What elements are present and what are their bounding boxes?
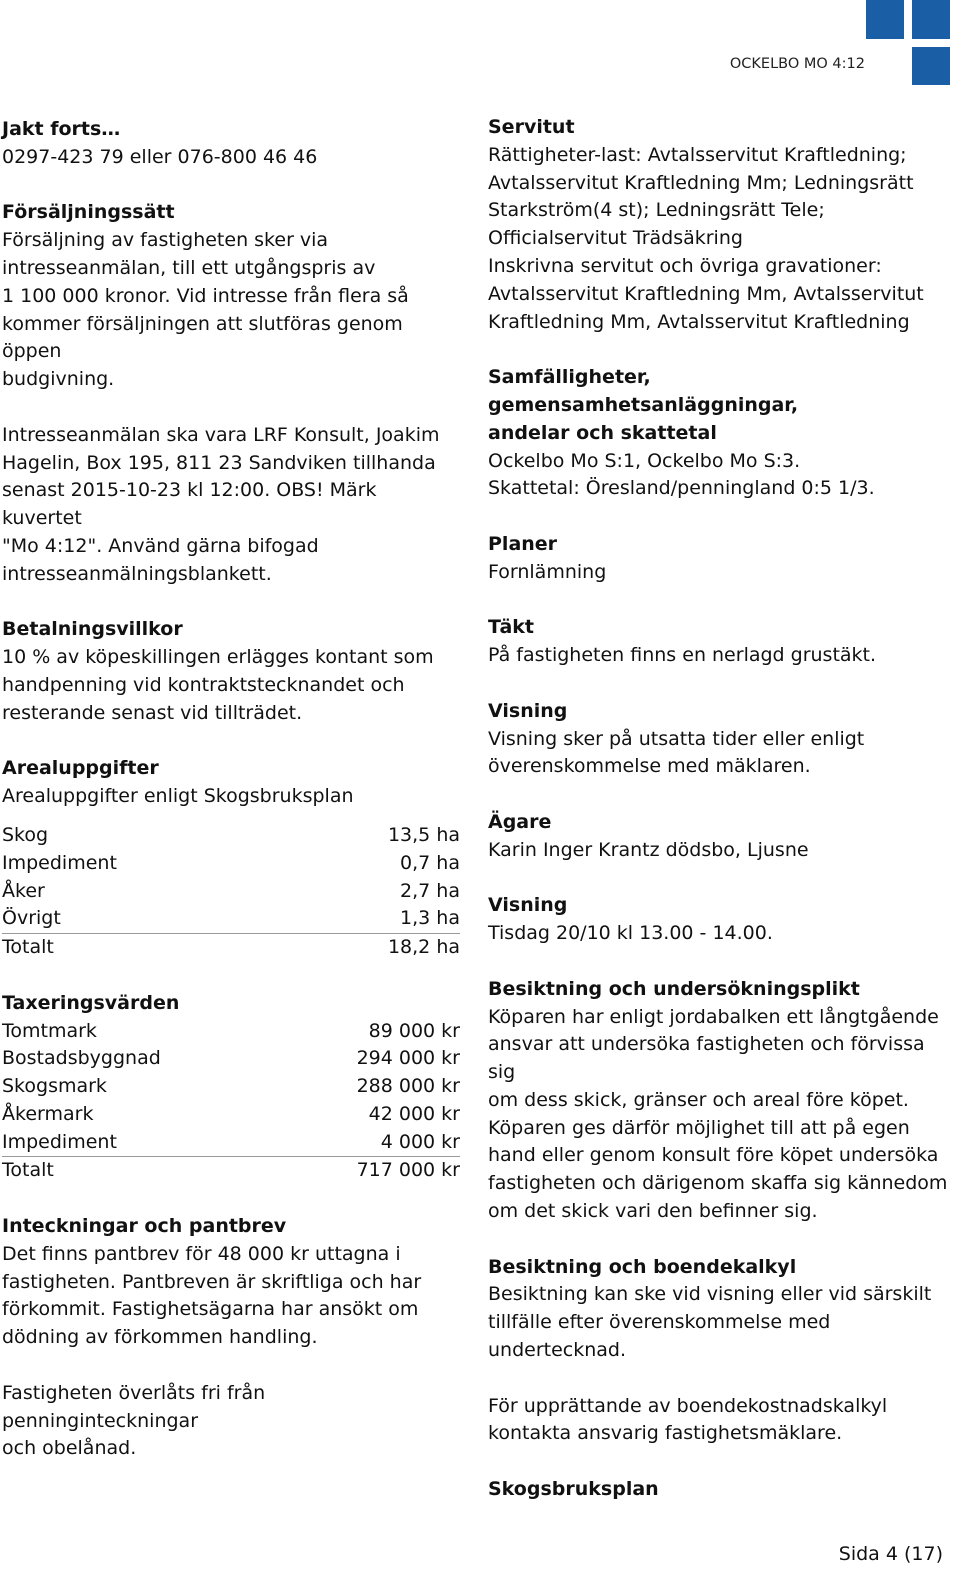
planer-text: Fornlämning bbox=[488, 560, 607, 583]
samfalligheter-heading: andelar och skattetal bbox=[488, 421, 717, 444]
overlats-line: Fastigheten överlåts fri från penninginteckningar bbox=[2, 1381, 266, 1432]
agare-text: Karin Inger Krantz dödsbo, Ljusne bbox=[488, 838, 809, 861]
taxering-value: 89 000 kr bbox=[368, 1019, 460, 1042]
servitut-line: Officialservitut Trädsäkring bbox=[488, 227, 743, 250]
forsaljningssatt-line: budgivning. bbox=[2, 368, 115, 391]
taxering-value: 288 000 kr bbox=[356, 1075, 460, 1098]
areal-label: Åker bbox=[2, 879, 45, 902]
taxering-row bbox=[2, 1018, 460, 1046]
taxering-row bbox=[2, 1045, 460, 1073]
agare-heading: Ägare bbox=[488, 810, 552, 833]
taxering-label: Bostadsbyggnad bbox=[2, 1047, 161, 1070]
forsaljningssatt-line: 1 100 000 kronor. Vid intresse från flera så bbox=[2, 284, 409, 307]
intresseanmalan-line: Intresseanmälan ska vara LRF Konsult, Joakim bbox=[2, 423, 440, 446]
taxering-label: Skogsmark bbox=[2, 1075, 107, 1098]
servitut-line: Kraftledning Mm, Avtalsservitut Kraftledning bbox=[488, 310, 910, 333]
areal-value: 13,5 ha bbox=[387, 823, 460, 846]
areal-row bbox=[2, 822, 460, 850]
areal-label: Skog bbox=[2, 823, 49, 846]
forsaljningssatt-line: Försäljning av fastigheten sker via bbox=[2, 229, 329, 252]
arealuppgifter-subtitle: Arealuppgifter enligt Skogsbruksplan bbox=[2, 785, 354, 808]
betalningsvillkor-line: handpenning vid kontraktstecknandet och bbox=[2, 673, 405, 696]
servitut-line: Avtalsservitut Kraftledning Mm, Avtalsservitut bbox=[488, 282, 924, 305]
visning-date-text: Tisdag 20/10 kl 13.00 - 14.00. bbox=[488, 922, 773, 945]
servitut-line: Avtalsservitut Kraftledning Mm; Ledningsrätt bbox=[488, 171, 914, 194]
betalningsvillkor-line: resterande senast vid tillträdet. bbox=[2, 701, 303, 724]
taxering-table bbox=[2, 1018, 460, 1186]
besiktning-plikt-line: ansvar att undersöka fastigheten och förvissa sig bbox=[488, 1033, 925, 1084]
skogsbruksplan-heading: Skogsbruksplan bbox=[488, 1478, 659, 1501]
besiktning-kalkyl-line: tillfälle efter överenskommelse med bbox=[488, 1311, 831, 1334]
taxering-row bbox=[2, 1129, 460, 1157]
takt-heading: Täkt bbox=[488, 616, 534, 639]
areal-value: 0,7 ha bbox=[400, 851, 460, 874]
inteckningar-line: förkommit. Fastighetsägarna har ansökt om bbox=[2, 1298, 419, 1321]
inteckningar-line: fastigheten. Pantbreven är skriftliga och har bbox=[2, 1270, 422, 1293]
betalningsvillkor-heading: Betalningsvillkor bbox=[2, 618, 183, 641]
planer-heading: Planer bbox=[488, 532, 558, 555]
visning-line: Visning sker på utsatta tider eller enligt bbox=[488, 727, 865, 750]
forsaljningssatt-line: intresseanmälan, till ett utgångspris av bbox=[2, 256, 376, 279]
jakt-phone: 0297-423 79 eller 076-800 46 46 bbox=[2, 145, 318, 168]
besiktning-plikt-line: om dess skick, gränser och areal före köpet. bbox=[488, 1088, 909, 1111]
areal-total-label: Totalt bbox=[2, 936, 54, 959]
overlats-line: och obelånad. bbox=[2, 1437, 137, 1460]
areal-total-value: 18,2 ha bbox=[387, 936, 460, 959]
taxering-total-value: 717 000 kr bbox=[356, 1159, 460, 1182]
besiktning-plikt-line: Köparen ges därför möjlighet till att på egen bbox=[488, 1116, 910, 1139]
visning-date-heading: Visning bbox=[488, 894, 568, 917]
inteckningar-line: Det finns pantbrev för 48 000 kr uttagna i bbox=[2, 1242, 401, 1265]
taxering-total-label: Totalt bbox=[2, 1159, 54, 1182]
areal-label: Impediment bbox=[2, 851, 117, 874]
taxering-total-row bbox=[2, 1156, 460, 1185]
besiktning-plikt-line: om det skick vari den befinner sig. bbox=[488, 1200, 818, 1223]
taxering-value: 42 000 kr bbox=[368, 1102, 460, 1125]
taxering-label: Åkermark bbox=[2, 1102, 94, 1125]
areal-value: 2,7 ha bbox=[400, 879, 460, 902]
taxering-row bbox=[2, 1101, 460, 1129]
servitut-line: Rättigheter-last: Avtalsservitut Kraftledning; bbox=[488, 143, 907, 166]
taxeringsvarden-heading: Taxeringsvärden bbox=[2, 991, 180, 1014]
logo-square-1 bbox=[866, 0, 904, 39]
besiktning-kalkyl-line: Besiktning kan ske vid visning eller vid särskilt bbox=[488, 1283, 932, 1306]
intresseanmalan-line: Hagelin, Box 195, 811 23 Sandviken tillhanda bbox=[2, 451, 436, 474]
takt-text: På fastigheten finns en nerlagd grustäkt. bbox=[488, 644, 877, 667]
areal-row bbox=[2, 878, 460, 906]
document-header-title: OCKELBO MO 4:12 bbox=[729, 56, 865, 72]
betalningsvillkor-line: 10 % av köpeskillingen erlägges kontant som bbox=[2, 646, 434, 669]
intresseanmalan-line: senast 2015-10-23 kl 12:00. OBS! Märk kuvertet bbox=[2, 479, 377, 530]
servitut-line: Starkström(4 st); Ledningsrätt Tele; bbox=[488, 199, 825, 222]
visning-heading: Visning bbox=[488, 699, 568, 722]
areal-total-row bbox=[2, 933, 460, 962]
intresseanmalan-line: intresseanmälningsblankett. bbox=[2, 562, 272, 585]
areal-value: 1,3 ha bbox=[400, 907, 460, 930]
samfalligheter-heading: Samfälligheter, gemensamhetsanläggningar, bbox=[488, 366, 799, 416]
areal-table bbox=[2, 822, 460, 962]
besiktning-plikt-heading: Besiktning och undersökningsplikt bbox=[488, 977, 860, 1000]
taxering-row bbox=[2, 1073, 460, 1101]
intresseanmalan-line: "Mo 4:12". Använd gärna bifogad bbox=[2, 534, 319, 557]
areal-row bbox=[2, 905, 460, 933]
right-column bbox=[488, 114, 953, 1504]
taxering-label: Impediment bbox=[2, 1130, 117, 1153]
servitut-heading: Servitut bbox=[488, 116, 575, 138]
besiktning-kalkyl-line: undertecknad. bbox=[488, 1339, 627, 1362]
arealuppgifter-heading: Arealuppgifter bbox=[2, 757, 159, 780]
boendekalkyl-line: För upprättande av boendekostnadskalkyl bbox=[488, 1394, 888, 1417]
left-column bbox=[2, 116, 460, 1463]
logo-square-3 bbox=[912, 47, 950, 85]
servitut-line: Inskrivna servitut och övriga gravationer: bbox=[488, 254, 882, 277]
page-number: Sida 4 (17) bbox=[838, 1543, 943, 1565]
logo-square-2 bbox=[912, 0, 950, 39]
samfalligheter-line: Ockelbo Mo S:1, Ockelbo Mo S:3. bbox=[488, 449, 801, 472]
forsaljningssatt-heading: Försäljningssätt bbox=[2, 201, 175, 224]
taxering-value: 294 000 kr bbox=[356, 1047, 460, 1070]
forsaljningssatt-line: kommer försäljningen att slutföras genom öppen bbox=[2, 312, 403, 363]
taxering-label: Tomtmark bbox=[2, 1019, 97, 1042]
besiktning-plikt-line: Köparen har enligt jordabalken ett långtgående bbox=[488, 1005, 939, 1028]
areal-row bbox=[2, 850, 460, 878]
besiktning-plikt-line: hand eller genom konsult före köpet undersöka bbox=[488, 1144, 939, 1167]
besiktning-plikt-line: fastigheten och därigenom skaffa sig kännedom bbox=[488, 1172, 948, 1195]
samfalligheter-line: Skattetal: Öresland/penningland 0:5 1/3. bbox=[488, 477, 875, 500]
visning-line: överenskommelse med mäklaren. bbox=[488, 755, 811, 778]
boendekalkyl-line: kontakta ansvarig fastighetsmäklare. bbox=[488, 1422, 843, 1445]
taxering-value: 4 000 kr bbox=[380, 1130, 460, 1153]
inteckningar-line: dödning av förkommen handling. bbox=[2, 1326, 318, 1349]
areal-label: Övrigt bbox=[2, 907, 61, 930]
besiktning-kalkyl-heading: Besiktning och boendekalkyl bbox=[488, 1255, 797, 1278]
jakt-heading: Jakt forts… bbox=[2, 118, 121, 140]
inteckningar-heading: Inteckningar och pantbrev bbox=[2, 1215, 287, 1238]
